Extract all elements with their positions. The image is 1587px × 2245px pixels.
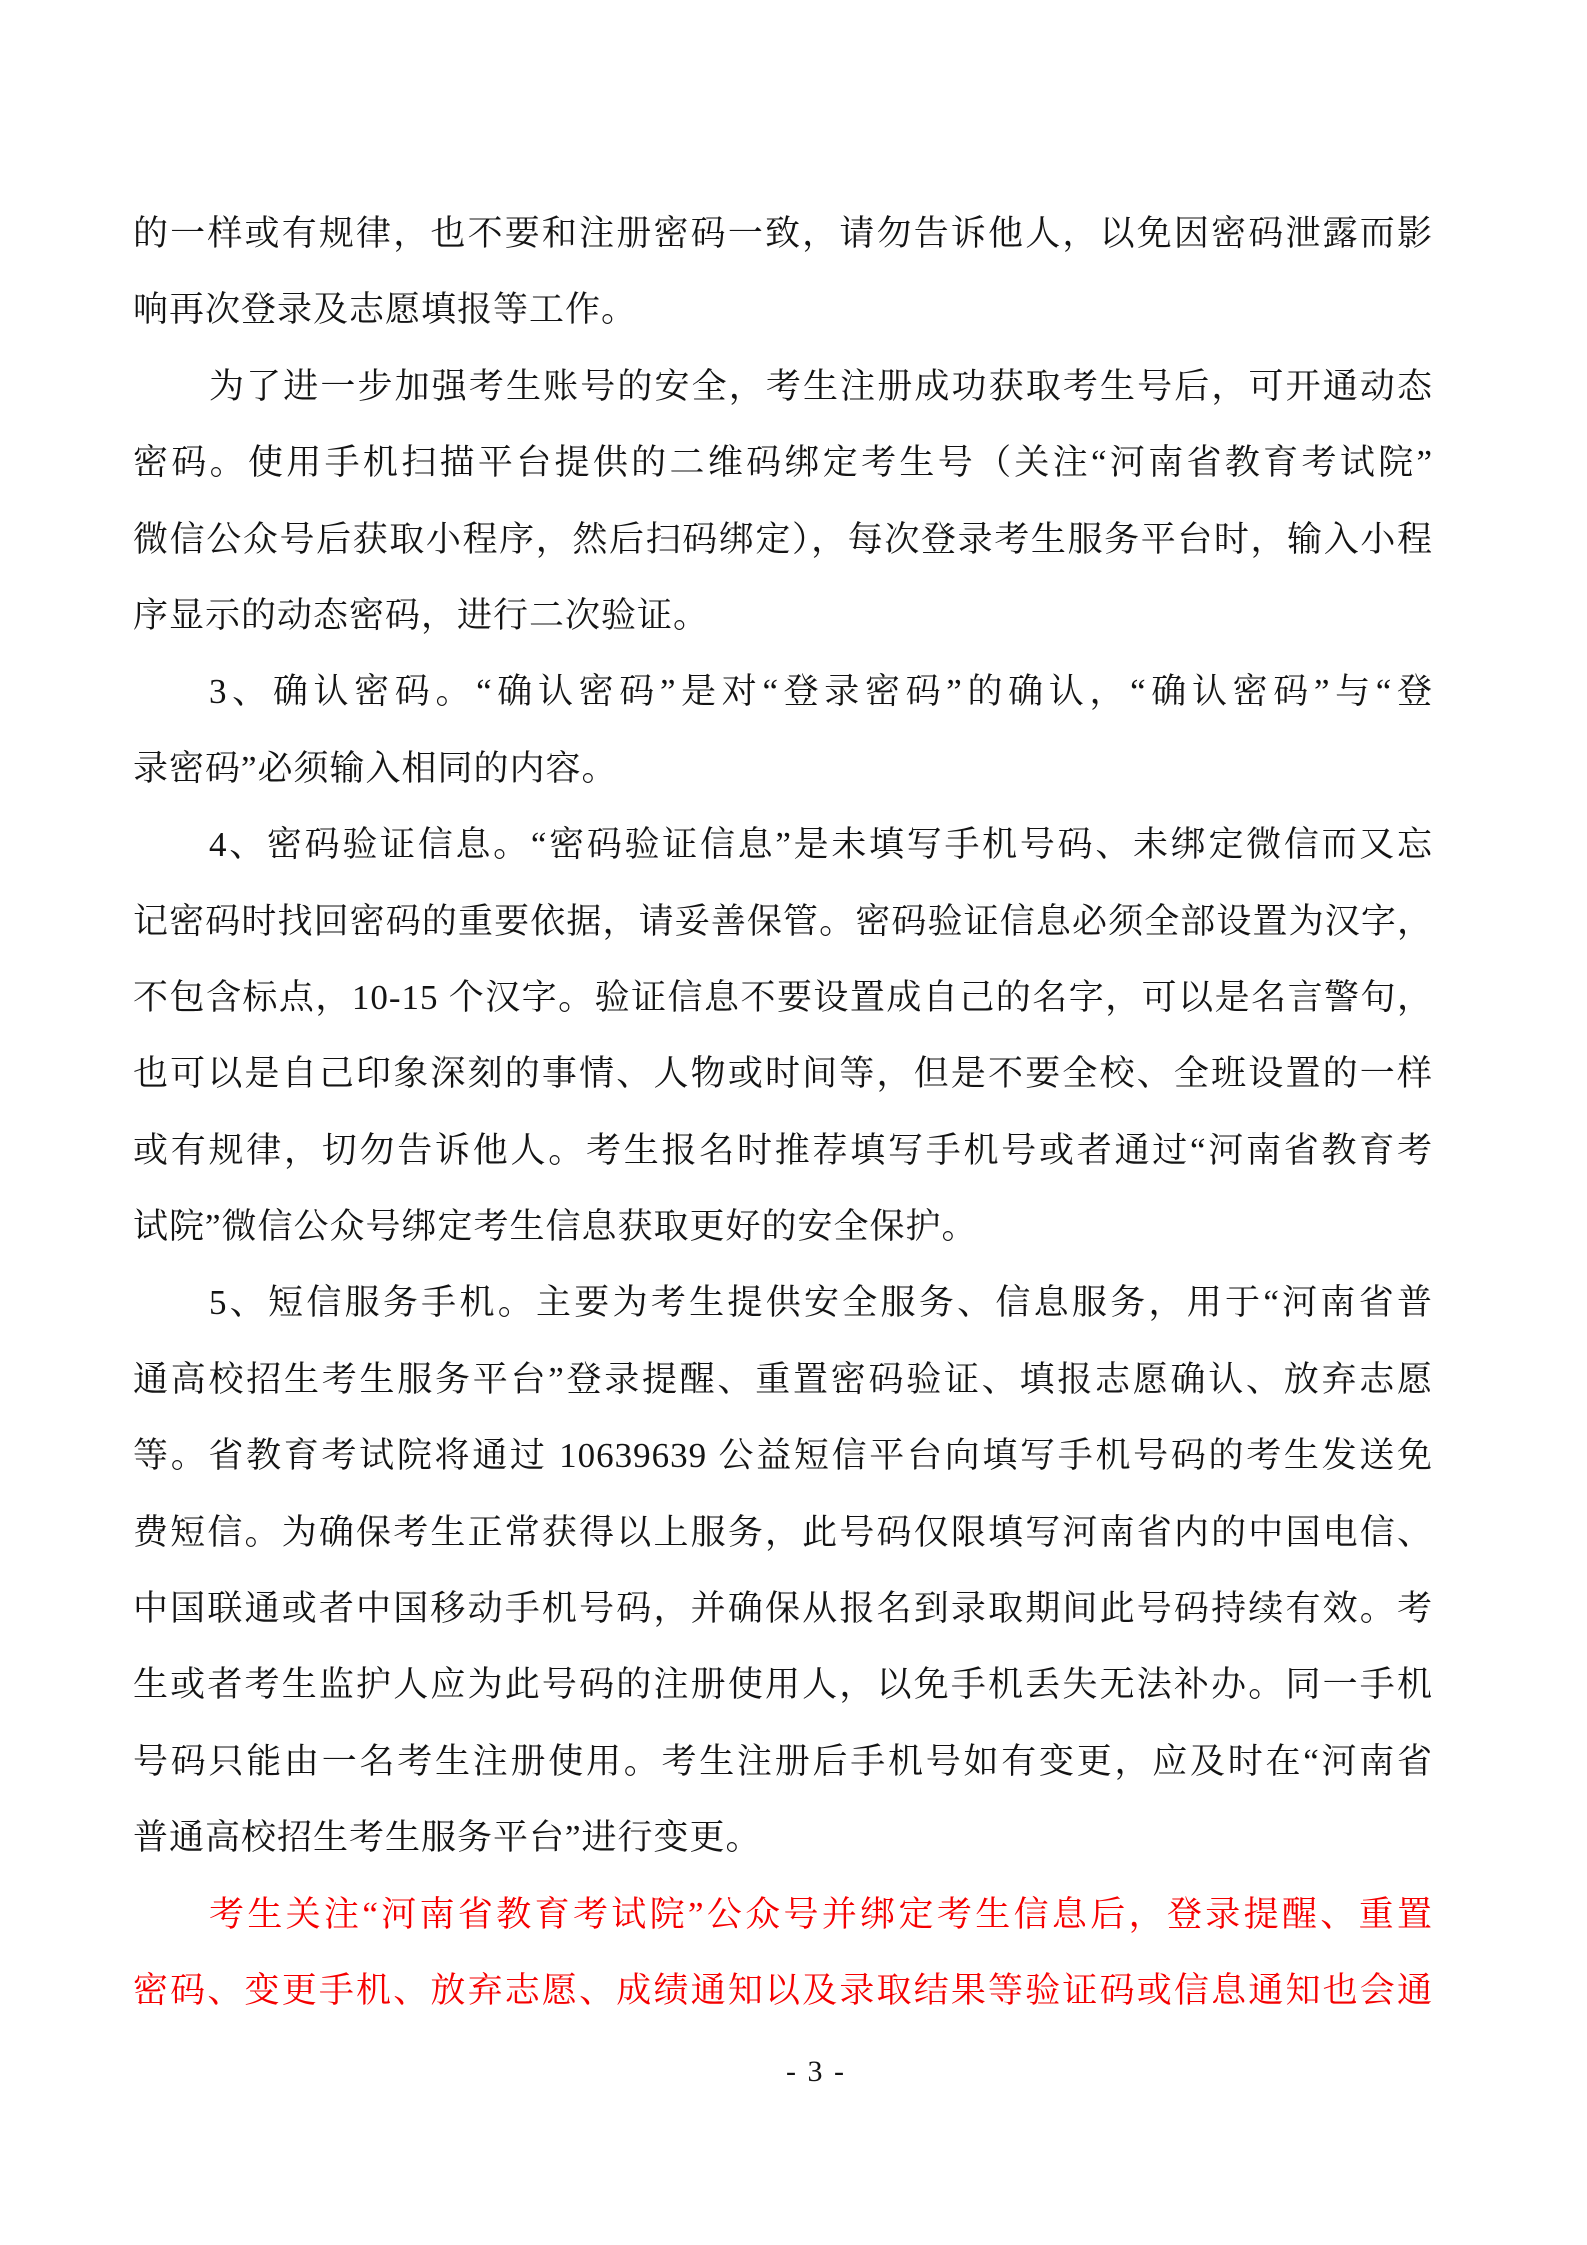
text-line: 也可以是自己印象深刻的事情、人物或时间等，但是不要全校、全班设置的一样	[133, 1054, 1433, 1094]
text-line: 记密码时找回密码的重要依据，请妥善保管。密码验证信息必须全部设置为汉字，	[133, 901, 1433, 941]
text-line paragraph-start: 为了进一步加强考生账号的安全，考生注册成功获取考生号后，可开通动态	[209, 366, 1433, 406]
text-line: 或有规律，切勿告诉他人。考生报名时推荐填写手机号或者通过“河南省教育考	[133, 1130, 1433, 1170]
text-column	[133, 196, 1433, 2029]
text-line: 通高校招生考生服务平台”登录提醒、重置密码验证、填报志愿确认、放弃志愿	[133, 1359, 1433, 1399]
text-line: 生或者考生监护人应为此号码的注册使用人，以免手机丢失无法补办。同一手机	[133, 1665, 1433, 1705]
text-line: 等。省教育考试院将通过 10639639 公益短信平台向填写手机号码的考生发送免	[133, 1436, 1433, 1476]
text-line: 号码只能由一名考生注册使用。考生注册后手机号如有变更，应及时在“河南省	[133, 1741, 1433, 1781]
text-line: 普通高校招生考生服务平台”进行变更。	[133, 1818, 762, 1858]
text-line paragraph-start: 5、短信服务手机。主要为考生提供安全服务、信息服务，用于“河南省普	[209, 1283, 1433, 1323]
text-line: 费短信。为确保考生正常获得以上服务，此号码仅限填写河南省内的中国电信、	[133, 1512, 1433, 1552]
text-line: 录密码”必须输入相同的内容。	[133, 748, 618, 788]
text-line: 响再次登录及志愿填报等工作。	[133, 290, 638, 330]
text-line: 密码。使用手机扫描平台提供的二维码绑定考生号（关注“河南省教育考试院”	[133, 443, 1433, 483]
text-line: 中国联通或者中国移动手机号码，并确保从报名到录取期间此号码持续有效。考	[133, 1589, 1433, 1629]
text-line emphasis: 密码、变更手机、放弃志愿、成绩通知以及录取结果等验证码或信息通知也会通	[133, 1970, 1433, 2010]
text-line: 序显示的动态密码，进行二次验证。	[133, 595, 710, 635]
page-number: - 3 -	[786, 2055, 846, 2088]
text-line paragraph-start: 4、密码验证信息。“密码验证信息”是未填写手机号码、未绑定微信而又忘	[209, 825, 1433, 865]
text-line paragraph-start emphasis: 考生关注“河南省教育考试院”公众号并绑定考生信息后，登录提醒、重置	[209, 1894, 1433, 1934]
text-line: 的一样或有规律，也不要和注册密码一致，请勿告诉他人，以免因密码泄露而影	[133, 214, 1433, 253]
text-line: 试院”微信公众号绑定考生信息获取更好的安全保护。	[133, 1207, 978, 1247]
text-line paragraph-start: 3、确认密码。“确认密码”是对“登录密码”的确认，“确认密码”与“登	[209, 672, 1433, 712]
text-line: 微信公众号后获取小程序，然后扫码绑定），每次登录考生服务平台时，输入小程	[133, 519, 1433, 559]
text-line: 不包含标点，10-15 个汉字。验证信息不要设置成自己的名字，可以是名言警句，	[133, 977, 1433, 1017]
